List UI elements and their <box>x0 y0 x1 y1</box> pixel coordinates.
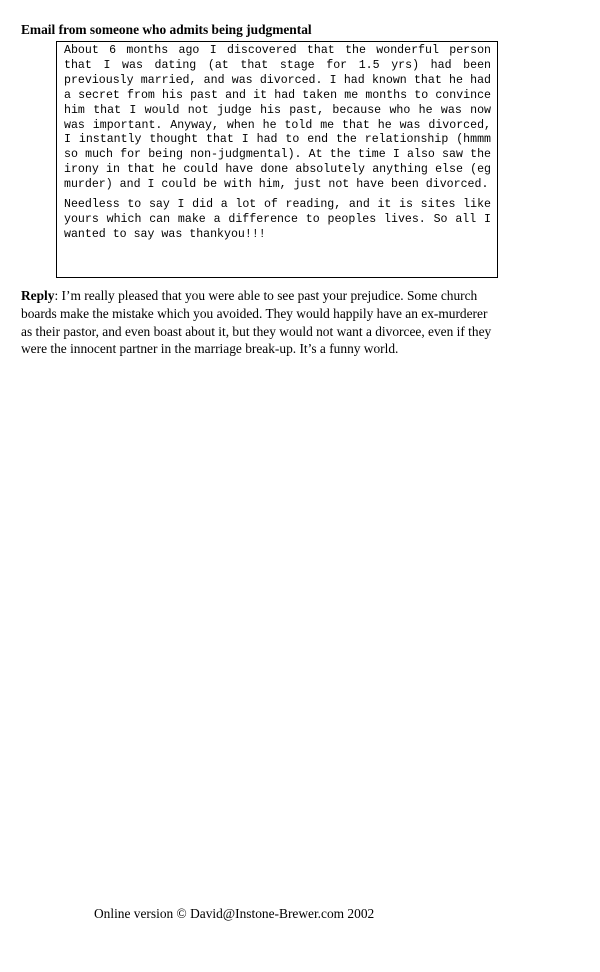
reply-text: : I’m really pleased that you were able to see past your prejudice. Some church boards make the mistake which you avoided. They would happily have an ex-murderer as their pastor, and even boast about it, but they would not want a divorcee, even if they were the innocent partner in the marriage break-up. It’s a funny world. <box>21 288 492 357</box>
reply-paragraph <box>21 287 493 358</box>
email-paragraph: Needless to say I did a lot of reading, and it is sites like yours which can make a difference to peoples lives. So all I wanted to say was thankyou!!! <box>64 198 491 241</box>
email-paragraph: About 6 months ago I discovered that the wonderful person that I was dating (at that stage for 1.5 yrs) had been previously married, and was divorced. I had known that he had a secret from his past and it had taken me months to convince him that I would not judge his past, because who he was now was important. Anyway, when he told me that he was divorced, I instantly thought that I had to end the relationship (hmmm so much for being non-judgmental). At the time I also saw the irony in that he could have done absolutely anything else (eg murder) and I could be with him, just not have been divorced. <box>64 44 491 192</box>
page-heading: Email from someone who admits being judgmental <box>21 22 312 37</box>
email-quote-box <box>56 41 498 278</box>
reply-label: Reply <box>21 288 55 303</box>
footer-copyright: Online version © David@Instone-Brewer.com 2002 <box>94 906 375 921</box>
